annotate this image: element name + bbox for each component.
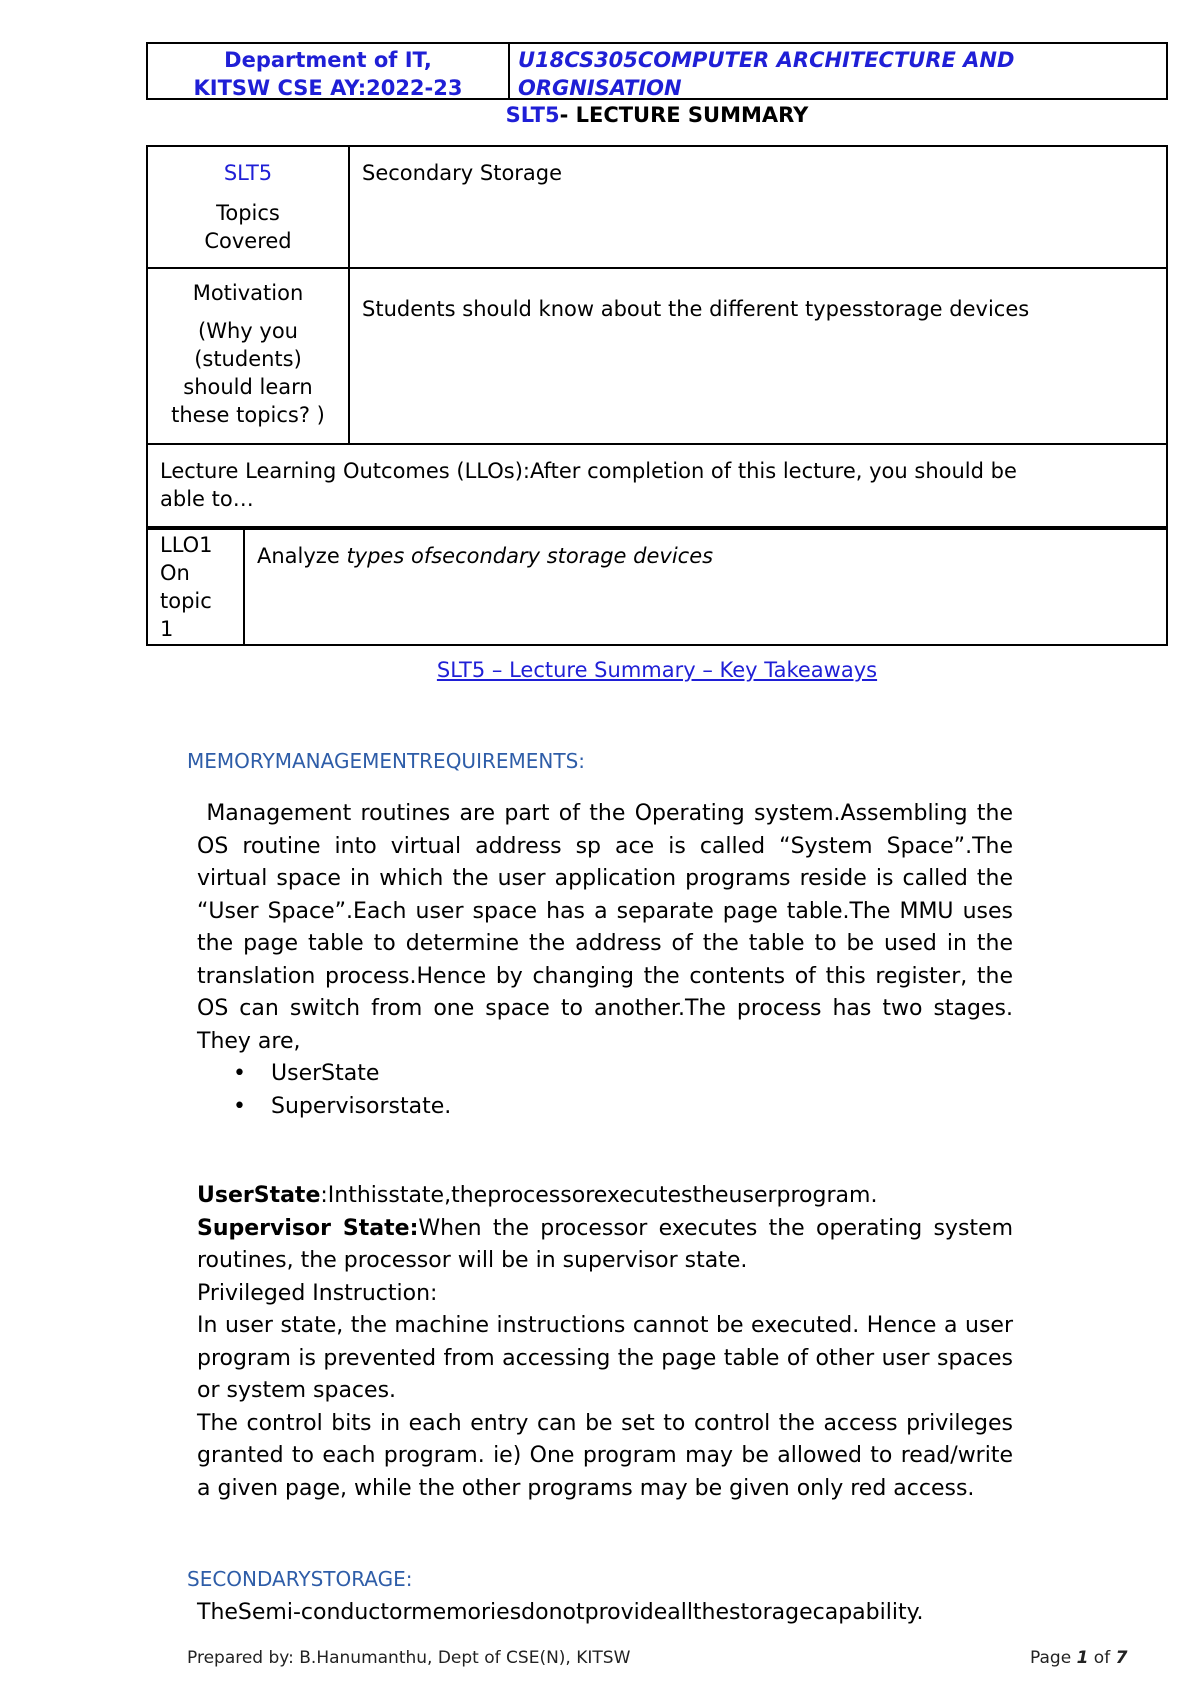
stage-list [197,1058,1013,1123]
list-item: • Supervisorstate. [197,1091,1013,1124]
topics-label-1: Topics [216,201,280,225]
llo-code-1: LLO1 [160,533,213,557]
supervisor-state-label: Supervisor State: [197,1215,419,1241]
llo-code-2: On [160,561,190,585]
memory-management-paragraph: Management routines are part of the Operating system.Assembling the OS routine into virtual address sp ace is called “System Space”.The virtual space in which the user application programs reside is called the “User Space”.Each user space has a separate page table.The MMU uses the page table to determine the address of the table to be used in the translation process.Hence by changing the contents of this register, the OS can switch from one space to another.The process has two stages. They are, [197,801,1020,1054]
llo-text-plain: Analyze [257,544,347,568]
list-item: • UserState [197,1058,1013,1091]
summary-title-code: SLT5 [505,103,560,127]
motivation-value: Students should know about the different typesstorage devices [362,297,1030,321]
topics-value: Secondary Storage [362,161,563,185]
llo-code-3: topic [160,589,212,613]
key-takeaways-link[interactable]: SLT5 – Lecture Summary – Key Takeaways [436,658,878,682]
header-box [146,42,1168,100]
user-state-text: :Inthisstate,theprocessorexecutestheuserprogram. [320,1183,878,1208]
llo-table [146,528,1168,646]
header-course [510,44,1166,98]
section1-states [197,1180,1013,1505]
section1-body [197,798,1020,1123]
llo-intro-cell [147,444,1167,527]
header-department [148,44,510,98]
motivation-label-2: (Why you [198,319,298,343]
llo-text-italic: types ofsecondary storage devices [346,544,714,568]
motivation-label-1: Motivation [192,281,304,305]
privileged-paragraph-1: In user state, the machine instructions cannot be executed. Hence a user program is prevented from accessing the page table of other user spaces or system spaces. [197,1313,1013,1403]
secondary-storage-paragraph: TheSemi-conductormemoriesdonotprovideallthestoragecapability. [197,1600,924,1625]
llo-intro-line1: Lecture Learning Outcomes (LLOs):After completion of this lecture, you should be [160,459,1017,483]
footer-page-total: 7 [1115,1648,1128,1668]
llo-text-cell [244,529,1167,645]
motivation-label-5: these topics? ) [171,403,325,427]
privileged-instruction-heading: Privileged Instruction: [197,1280,438,1306]
footer-of-word: of [1088,1648,1116,1668]
summary-title [146,103,1168,127]
topics-label-2: Covered [204,229,292,253]
header-right-line2: ORGNISATION [518,76,682,100]
llo-code-cell [147,529,244,645]
topics-code: SLT5 [223,161,273,185]
memory-management-heading: MEMORYMANAGEMENTREQUIREMENTS: [187,749,586,773]
secondary-storage-heading: SECONDARYSTORAGE: [187,1567,413,1591]
lecture-info-table [146,145,1168,528]
motivation-label-3: (students) [194,347,302,371]
user-state-label: UserState [197,1183,321,1208]
supervisor-state-line [197,1213,1013,1278]
motivation-label-4: should learn [183,375,313,399]
topics-value-cell [349,146,1167,268]
header-right-line1: U18CS305COMPUTER ARCHITECTURE AND [518,48,1015,72]
llo-intro-line2: able to… [160,487,254,511]
llo-code-4: 1 [160,617,174,641]
footer-prepared-by: Prepared by: B.Hanumanthu, Dept of CSE(N), KITSW [187,1648,631,1668]
summary-title-text: - LECTURE SUMMARY [559,103,809,127]
footer-page-number [1030,1648,1127,1668]
user-state-line [197,1180,1013,1213]
topics-label-cell [147,146,349,268]
header-left-line1: Department of IT, [224,48,432,72]
footer-page-current: 1 [1076,1648,1089,1668]
motivation-label-cell [147,268,349,444]
footer-page-word: Page [1030,1648,1077,1668]
supervisor-state-text: When the processor executes the operating system routines, the processor will be in supervisor state. [197,1215,1013,1273]
header-left-line2: KITSW CSE AY:2022-23 [193,76,463,100]
motivation-value-cell [349,268,1167,444]
privileged-paragraph-2: The control bits in each entry can be set to control the access privileges granted to each program. ie) One program may be allowed to read/write a given page, while the other programs may be given only red access. [197,1410,1013,1501]
